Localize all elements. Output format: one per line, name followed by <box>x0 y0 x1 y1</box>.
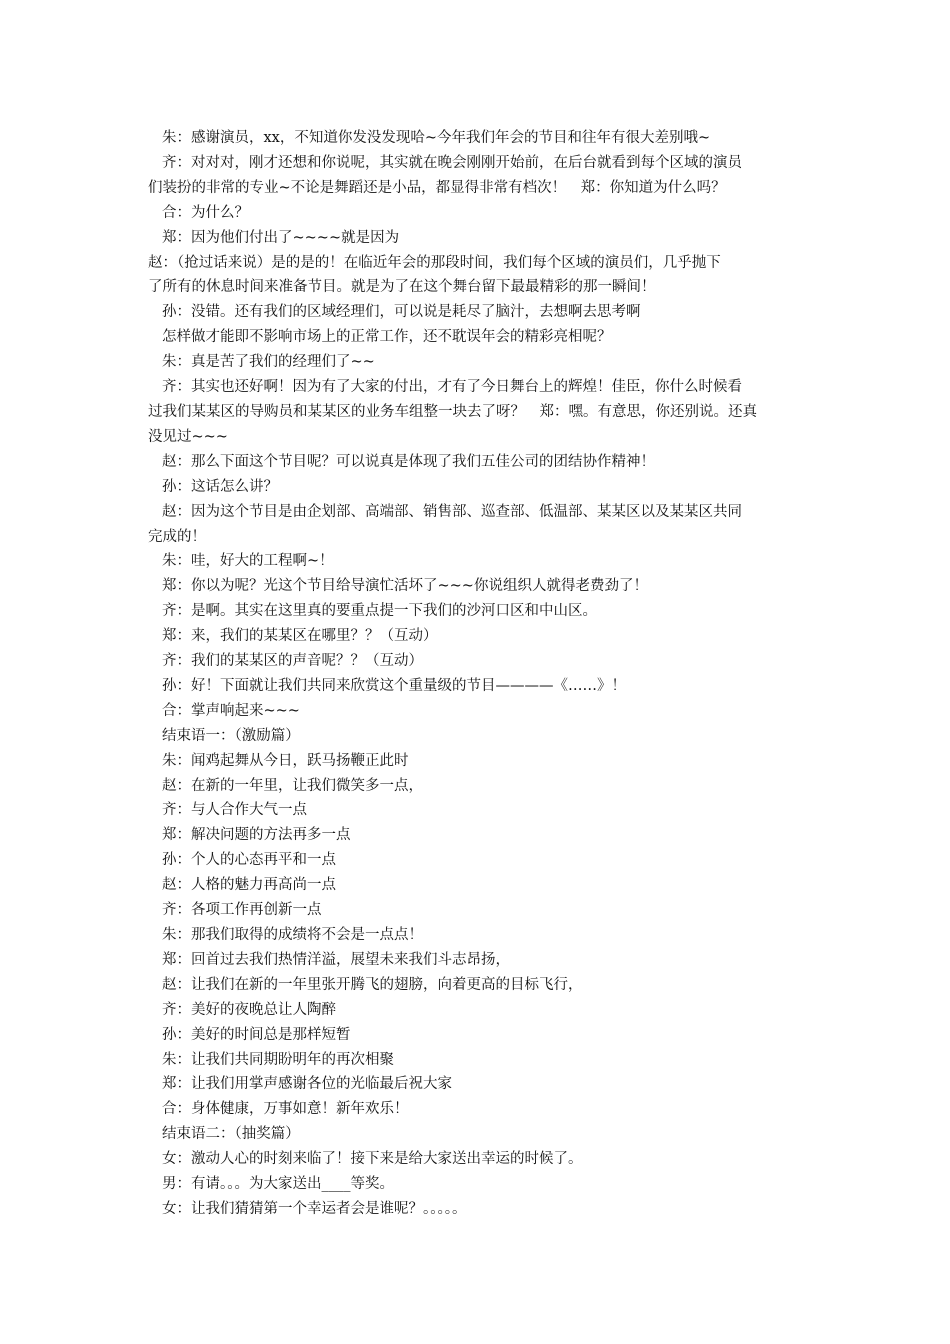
text-line: 郑：回首过去我们热情洋溢，展望未来我们斗志昂扬， <box>162 951 510 968</box>
text-line: 赵：人格的魅力再高尚一点 <box>162 877 336 894</box>
text-line: 完成的！ <box>148 528 206 545</box>
text-line: 齐：对对对，刚才还想和你说呢，其实就在晚会刚刚开始前，在后台就看到每个区域的演员 <box>162 154 742 171</box>
text-line: 朱：让我们共同期盼明年的再次相聚 <box>162 1051 394 1068</box>
text-line: 赵：在新的一年里，让我们微笑多一点， <box>162 777 423 794</box>
text-line: 齐：与人合作大气一点 <box>162 802 307 819</box>
text-line: 郑：让我们用掌声感谢各位的光临最后祝大家 <box>162 1076 452 1093</box>
text-line: 郑：解决问题的方法再多一点 <box>162 827 351 844</box>
text-line: 孙：个人的心态再平和一点 <box>162 852 336 869</box>
text-line: 朱：真是苦了我们的经理们了~~ <box>162 354 375 371</box>
text-line: 赵：让我们在新的一年里张开腾飞的翅膀，向着更高的目标飞行， <box>162 976 583 993</box>
text-line: 孙：美好的时间总是那样短暂 <box>162 1026 351 1043</box>
text-line: 女：让我们猜猜第一个幸运者会是谁呢？。。。。。 <box>162 1200 467 1217</box>
text-line: 男：有请。。。为大家送出____等奖。 <box>162 1176 394 1193</box>
script-text <box>148 126 808 1222</box>
text-line: 朱：哇，好大的工程啊~！ <box>162 553 334 570</box>
text-line: 齐：是啊。其实在这里真的要重点提一下我们的沙河口区和中山区。 <box>162 603 597 620</box>
text-line: 郑：来，我们的某某区在哪里？？（互动） <box>162 628 438 645</box>
text-line: 郑：你以为呢？光这个节目给导演忙活坏了~~~你说组织人就得老费劲了！ <box>162 578 648 595</box>
text-line: 合：掌声响起来~~~ <box>162 702 300 719</box>
text-line: 朱：感谢演员，xx，不知道你发没发现哈~今年我们年会的节目和往年有很大差别哦~ <box>162 130 711 146</box>
text-line: 没见过~~~ <box>148 428 228 445</box>
text-line: 齐：各项工作再创新一点 <box>162 902 322 919</box>
text-line: 齐：美好的夜晚总让人陶醉 <box>162 1001 336 1018</box>
text-line: 合：身体健康，万事如意！新年欢乐！ <box>162 1101 409 1118</box>
text-line: 郑：因为他们付出了~~~~就是因为 <box>162 229 400 246</box>
text-line: 女：激动人心的时刻来临了！接下来是给大家送出幸运的时候了。 <box>162 1151 583 1168</box>
text-line: 了所有的休息时间来准备节目。就是为了在这个舞台留下最最精彩的那一瞬间！ <box>148 279 656 296</box>
text-line: 们装扮的非常的专业~不论是舞蹈还是小品，都显得非常有档次！ 郑：你知道为什么吗？ <box>148 179 726 196</box>
text-line: 赵：因为这个节目是由企划部、高端部、销售部、巡查部、低温部、某某区以及某某区共同 <box>162 503 742 520</box>
section-heading: 结束语二：（抽奖篇） <box>162 1126 300 1143</box>
text-line: 孙：没错。还有我们的区域经理们，可以说是耗尽了脑汁，去想啊去思考啊 <box>162 304 641 321</box>
text-line: 朱：那我们取得的成绩将不会是一点点！ <box>162 927 423 943</box>
text-line: 怎样做才能即不影响市场上的正常工作，还不耽误年会的精彩亮相呢？ <box>162 329 612 346</box>
text-line: 赵：那么下面这个节目呢？可以说真是体现了我们五佳公司的团结协作精神！ <box>162 453 655 470</box>
text-line: 朱：闻鸡起舞从今日，跃马扬鞭正此时 <box>162 752 409 769</box>
text-line: 赵：（抢过话来说）是的是的！在临近年会的那段时间，我们每个区域的演员们，几乎抛下 <box>148 254 721 271</box>
text-line: 孙：好！下面就让我们共同来欣赏这个重量级的节目————《……》！ <box>162 677 626 694</box>
section-heading: 结束语一：（激励篇） <box>162 727 300 744</box>
text-line: 齐：我们的某某区的声音呢？？（互动） <box>162 653 423 670</box>
text-line: 齐：其实也还好啊！因为有了大家的付出，才有了今日舞台上的辉煌！佳臣，你什么时候看 <box>162 379 742 396</box>
text-line: 孙：这话怎么讲？ <box>162 478 278 495</box>
text-line: 合：为什么？ <box>162 204 249 221</box>
text-line: 过我们某某区的导购员和某某区的业务车组整一块去了呀？ 郑：嘿。有意思，你还别说。还真 <box>148 403 757 420</box>
